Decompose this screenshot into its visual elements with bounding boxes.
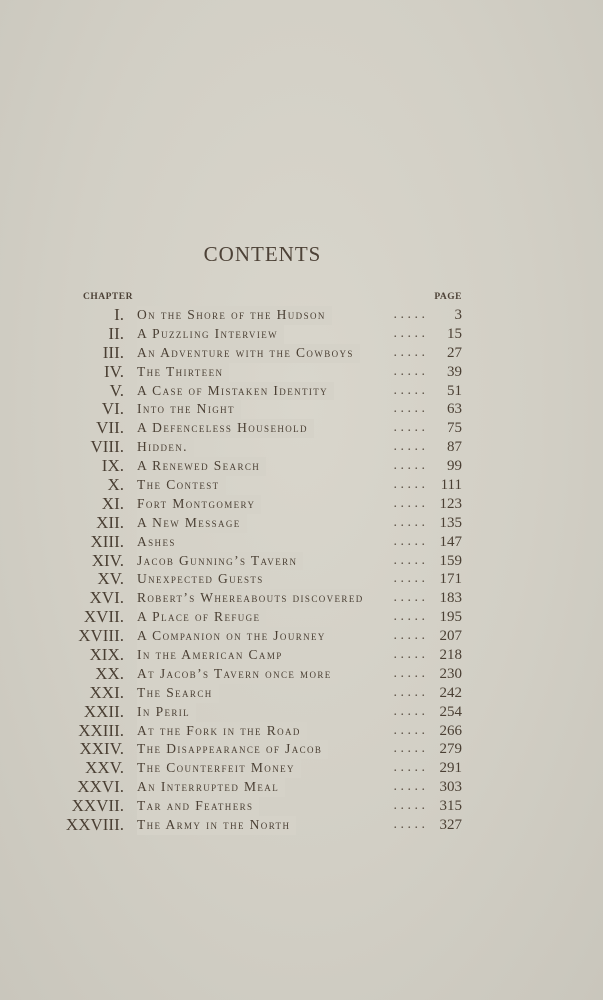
contents-row (0, 608, 603, 627)
contents-row (0, 570, 603, 589)
page-number: 207 (439, 628, 462, 645)
chapter-number: XX. (95, 663, 124, 683)
page-number: 303 (439, 779, 462, 796)
contents-row (0, 797, 603, 816)
page-number: 99 (447, 458, 462, 475)
chapter-number: XIII. (90, 531, 124, 551)
dot-leader: . . . . . (393, 760, 425, 776)
contents-row (0, 382, 603, 401)
page-title: CONTENTS (203, 242, 322, 266)
dot-leader: . . . . . (393, 628, 425, 644)
chapter-number: XXI. (89, 682, 124, 702)
chapter-title: Ashes (137, 533, 182, 552)
chapter-number: XXVI. (77, 777, 124, 797)
chapter-number: I. (114, 305, 124, 324)
chapter-number: IV. (104, 361, 124, 381)
chapter-number: XIX. (89, 645, 124, 665)
dot-leader: . . . . . (393, 571, 425, 587)
contents-row (0, 589, 603, 608)
page-number: 111 (440, 477, 462, 494)
dot-leader: . . . . . (393, 665, 425, 681)
chapter-number: XXII. (83, 701, 124, 721)
dot-leader: . . . . . (393, 798, 425, 814)
contents-row (0, 306, 603, 325)
dot-leader: . . . . . (393, 590, 425, 606)
chapter-number: XXV. (85, 758, 124, 778)
chapter-title: A New Message (137, 514, 247, 533)
dot-leader: . . . . . (393, 703, 425, 719)
page-number: 27 (447, 344, 462, 361)
contents-row (0, 816, 603, 835)
page-number: 123 (439, 495, 462, 512)
chapter-number: XXIII. (78, 720, 124, 740)
chapter-title: The Disappearance of Jacob (137, 740, 328, 759)
contents-row (0, 438, 603, 457)
page-number: 15 (447, 325, 462, 342)
dot-leader: . . . . . (393, 363, 425, 379)
dot-leader: . . . . . (393, 609, 425, 625)
page-number: 315 (439, 798, 462, 815)
contents-row (0, 325, 603, 344)
page-number: 135 (439, 514, 462, 531)
contents-row (0, 646, 603, 665)
dot-leader: . . . . . (393, 382, 425, 398)
contents-list (0, 306, 603, 835)
chapter-number: XXVIII. (65, 815, 124, 835)
chapter-title: At the Fork in the Road (137, 722, 307, 741)
contents-row (0, 684, 603, 703)
chapter-title: A Place of Refuge (137, 608, 266, 627)
chapter-number: XXVII. (71, 796, 124, 816)
chapter-title: The Army in the North (137, 816, 296, 835)
page-number: 75 (447, 420, 462, 437)
chapter-title: Into the Night (137, 400, 241, 419)
page-number: 254 (439, 703, 462, 720)
page-number: 279 (439, 741, 462, 758)
contents-row (0, 514, 603, 533)
dot-leader: . . . . . (393, 325, 425, 341)
contents-row (0, 759, 603, 778)
dot-leader: . . . . . (393, 307, 425, 322)
chapter-title: On the Shore of the Hudson (137, 306, 332, 325)
page-number: 183 (439, 590, 462, 607)
chapter-title: In Peril (137, 703, 196, 722)
chapter-title: An Adventure with the Cowboys (137, 344, 360, 363)
chapter-title: Hidden. (137, 438, 194, 457)
contents-row (0, 665, 603, 684)
chapter-title: A Companion on the Journey (137, 627, 332, 646)
chapter-number: XVI. (89, 588, 124, 608)
chapter-title: In the American Camp (137, 646, 289, 665)
chapter-number: XIV. (91, 550, 124, 570)
chapter-title: The Contest (137, 476, 226, 495)
page-number: 230 (439, 665, 462, 682)
chapter-title: Unexpected Guests (137, 570, 270, 589)
chapter-column-header: CHAPTER (83, 292, 133, 302)
dot-leader: . . . . . (393, 722, 425, 738)
chapter-number: XV. (97, 569, 124, 589)
chapter-title: A Puzzling Interview (137, 325, 284, 344)
dot-leader: . . . . . (393, 647, 425, 663)
chapter-number: III. (102, 342, 124, 362)
chapter-number: X. (107, 475, 124, 495)
dot-leader: . . . . . (393, 477, 425, 493)
contents-row (0, 627, 603, 646)
dot-leader: . . . . . (393, 439, 425, 455)
chapter-title: At Jacob’s Tavern once more (137, 665, 338, 684)
page-number: 291 (439, 760, 462, 777)
chapter-number: XXIV. (79, 739, 124, 759)
dot-leader: . . . . . (393, 458, 425, 474)
page-number: 159 (439, 552, 462, 569)
page-number: 63 (447, 401, 462, 418)
chapter-title: A Renewed Search (137, 457, 266, 476)
page-number: 327 (439, 817, 462, 834)
chapter-number: VIII. (90, 437, 124, 457)
chapter-title: Jacob Gunning’s Tavern (137, 552, 303, 571)
chapter-number: XI. (101, 493, 124, 513)
contents-row (0, 344, 603, 363)
dot-leader: . . . . . (393, 514, 425, 530)
contents-row (0, 740, 603, 759)
dot-leader: . . . . . (393, 684, 425, 700)
contents-row (0, 457, 603, 476)
chapter-number: VI. (101, 399, 124, 419)
chapter-number: V. (109, 380, 124, 400)
page-column-header: PAGE (434, 292, 462, 302)
dot-leader: . . . . . (393, 533, 425, 549)
page-number: 195 (439, 609, 462, 626)
dot-leader: . . . . . (393, 420, 425, 436)
dot-leader: . . . . . (393, 779, 425, 795)
page-number: 171 (439, 571, 462, 588)
chapter-title: Tar and Feathers (137, 797, 259, 816)
dot-leader: . . . . . (393, 741, 425, 757)
page-number: 147 (439, 533, 462, 550)
chapter-title: A Case of Mistaken Identity (137, 382, 334, 401)
contents-row (0, 722, 603, 741)
page-number: 51 (447, 382, 462, 399)
chapter-title: Robert’s Whereabouts discovered (137, 589, 370, 608)
dot-leader: . . . . . (393, 401, 425, 417)
dot-leader: . . . . . (393, 552, 425, 568)
chapter-number: XVII. (83, 607, 124, 627)
contents-row (0, 533, 603, 552)
chapter-title: An Interrupted Meal (137, 778, 285, 797)
contents-row (0, 400, 603, 419)
page-number: 39 (447, 363, 462, 380)
dot-leader: . . . . . (393, 344, 425, 360)
page-number: 3 (454, 307, 462, 323)
chapter-title: The Search (137, 684, 219, 703)
chapter-number: VII. (96, 418, 124, 438)
chapter-number: XVIII. (78, 626, 124, 646)
dot-leader: . . . . . (393, 817, 425, 833)
contents-row (0, 419, 603, 438)
contents-row (0, 552, 603, 571)
chapter-number: XII. (96, 512, 124, 532)
chapter-title: A Defenceless Household (137, 419, 314, 438)
contents-row (0, 363, 603, 382)
page-number: 266 (439, 722, 462, 739)
chapter-title: The Thirteen (137, 363, 229, 382)
contents-row (0, 476, 603, 495)
page-number: 242 (439, 684, 462, 701)
contents-row (0, 495, 603, 514)
dot-leader: . . . . . (393, 495, 425, 511)
chapter-number: II. (108, 323, 124, 343)
chapter-title: The Counterfeit Money (137, 759, 301, 778)
contents-row (0, 778, 603, 797)
chapter-title: Fort Montgomery (137, 495, 261, 514)
contents-row (0, 703, 603, 722)
page-number: 218 (439, 647, 462, 664)
page-number: 87 (447, 439, 462, 456)
chapter-number: IX. (101, 456, 124, 476)
